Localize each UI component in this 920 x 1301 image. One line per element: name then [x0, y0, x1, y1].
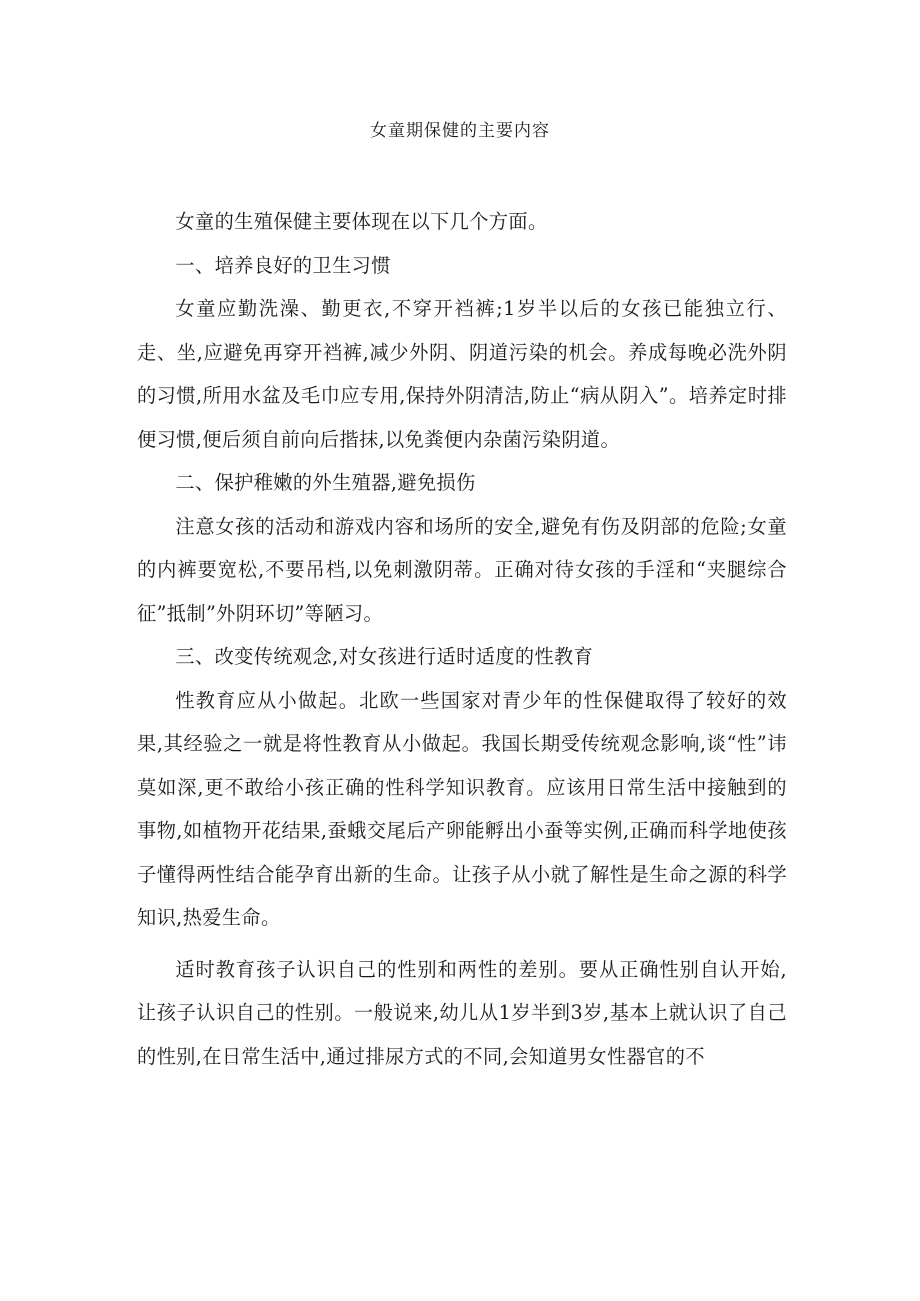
document-title: 女童期保健的主要内容	[370, 121, 550, 141]
section-3-paragraph: 性教育应从小做起。北欧一些国家对青少年的性保健取得了较好的效果,其经验之一就是将性教育从小做起。我国长期受传统观念影响,谈“性”讳莫如深,更不敢给小孩正确的性科学知识教育。应该用日常生活中接触到的事物,如植物开花结果,蚕蛾交尾后产卵能孵出小蚕等实例,正确而科学地使孩子懂得两性结合能孕育出新的生命。让孩子从小就了解性是生命之源的科学知识,热爱生命。	[137, 688, 787, 929]
section-1-paragraph: 女童应勤洗澡、勤更衣,不穿开裆裤;1岁半以后的女孩已能独立行、走、坐,应避免再穿开裆裤,减少外阴、阴道污染的机会。养成每晚必洗外阴的习惯,所用水盆及毛巾应专用,保持外阴清洁,防止“病从阴入”。培养定时排便习惯,便后须自前向后揩抹,以免粪便内杂菌污染阴道。	[137, 297, 787, 451]
document-body	[137, 200, 787, 1078]
intro-paragraph: 女童的生殖保健主要体现在以下几个方面。	[175, 210, 548, 233]
section-1-heading: 一、培养良好的卫生习惯	[175, 253, 391, 277]
section-2-paragraph: 注意女孩的活动和游戏内容和场所的安全,避免有伤及阴部的危险;女童的内裤要宽松,不要吊档,以免刺激阴蒂。正确对待女孩的手淫和“夹腿综合征”抵制”外阴环切”等陋习。	[137, 514, 787, 625]
paragraph-gap	[137, 940, 787, 948]
section-3-paragraph-2: 适时教育孩子认识自己的性别和两性的差别。要从正确性别自认开始,让孩子认识自己的性别。一般说来,幼儿从1岁半到3岁,基本上就认识了自己的性别,在日常生活中,通过排尿方式的不同,会知道男女性器官的不	[137, 957, 787, 1068]
section-3-heading: 三、改变传统观念,对女孩进行适时适度的性教育	[175, 645, 594, 668]
section-2-heading: 二、保护稚嫩的外生殖器,避免损伤	[175, 471, 476, 494]
